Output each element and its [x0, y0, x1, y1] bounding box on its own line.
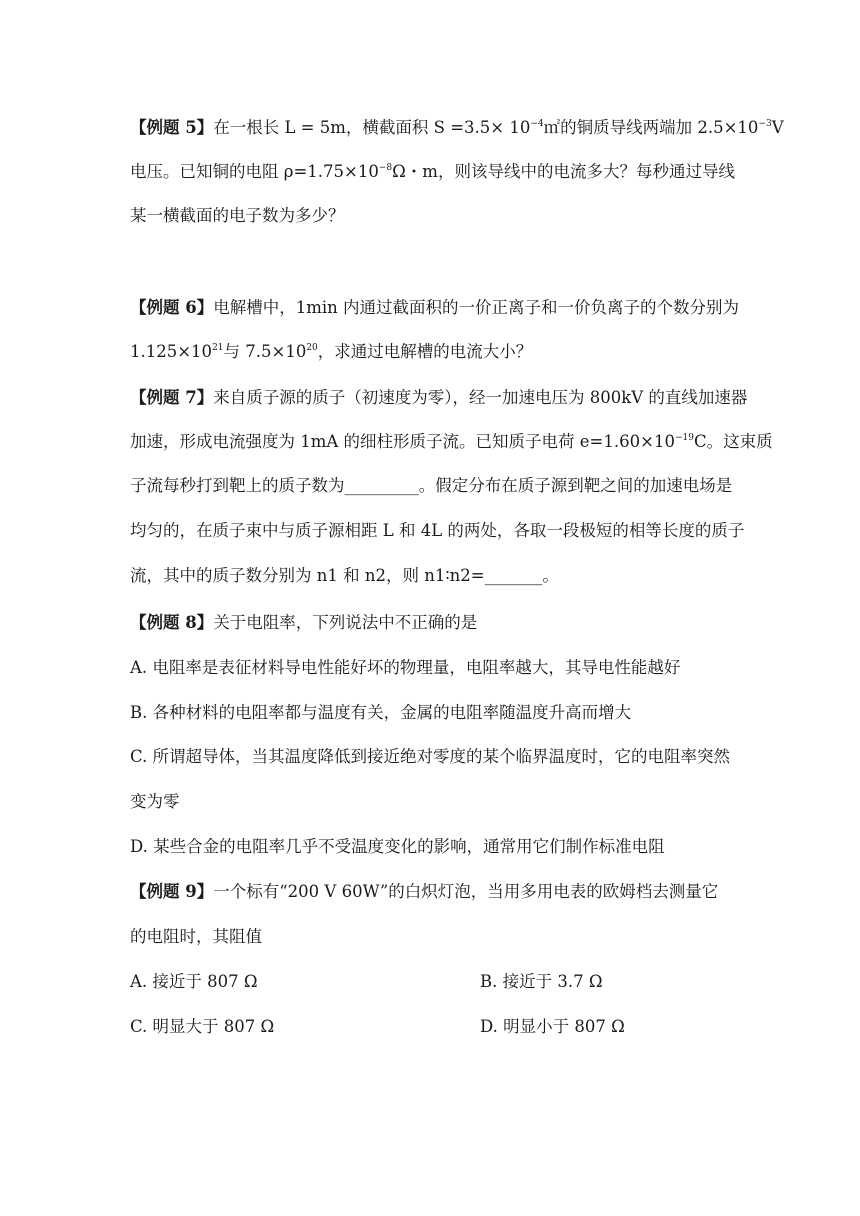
q9-text-1: 一个标有“200 V 60W”的白炽灯泡，当用多用电表的欧姆档去测量它 — [213, 882, 719, 901]
q6-exp-1: 21 — [212, 343, 224, 353]
q9-option-d: D. 明显小于 807 Ω — [480, 1017, 625, 1036]
q5-exp-2: −3 — [758, 119, 772, 129]
q9-option-a: A. 接近于 807 Ω — [130, 972, 258, 991]
q6-text-2a: 1.125×10 — [130, 342, 213, 361]
q7-line-1 — [130, 387, 747, 409]
q5-line-2 — [130, 161, 735, 183]
q5-text-1a: 在一根长 L = 5m，横截面积 S =3.5× 10 — [213, 118, 531, 137]
q6-text-2c: ，求通过电解槽的电流大小？ — [317, 342, 533, 361]
q9-line-2: 的电阻时，其阻值 — [130, 927, 262, 946]
q6-line-1 — [130, 297, 739, 319]
q7-text-2a: 加速，形成电流强度为 1mA 的细柱形质子流。已知质子电荷 e=1.60×10 — [130, 432, 675, 451]
q7-line-5: 流，其中的质子数分别为 n1 和 n2，则 n1∶n2=_______。 — [130, 566, 559, 585]
q5-text-2b: Ω・m，则该导线中的电流多大？每秒通过导线 — [392, 162, 735, 181]
q9-option-b: B. 接近于 3.7 Ω — [480, 972, 603, 991]
q7-line-3: 子流每秒打到靶上的质子数为_________。假定分布在质子源到靶之间的加速电场是 — [130, 476, 733, 495]
q6-line-2 — [130, 341, 532, 363]
q7-line-2 — [130, 431, 773, 453]
q7-line-4: 均匀的，在质子束中与质子源相距 L 和 4L 的两处，各取一段极短的相等长度的质子 — [130, 521, 745, 540]
q6-text-2b: 与 7.5×10 — [223, 342, 307, 361]
q7-text-1: 来自质子源的质子（初速度为零），经一加速电压为 800kV 的直线加速器 — [213, 388, 748, 407]
q6-exp-2: 20 — [306, 343, 318, 353]
q6-text-1: 电解槽中，1min 内通过截面积的一价正离子和一价负离子的个数分别为 — [213, 298, 740, 317]
q8-option-d: D. 某些合金的电阻率几乎不受温度变化的影响，通常用它们制作标准电阻 — [130, 837, 665, 856]
q5-text-1b: ㎡的铜质导线两端加 2.5×10 — [543, 118, 759, 137]
q8-option-a: A. 电阻率是表征材料导电性能好坏的物理量，电阻率越大，其导电性能越好 — [130, 658, 681, 677]
q5-text-1c: V — [771, 118, 784, 137]
q5-tag: 【例题 5】 — [130, 118, 214, 137]
q8-option-c-line-1: C. 所谓超导体，当其温度降低到接近绝对零度的某个临界温度时，它的电阻率突然 — [130, 747, 731, 766]
q7-exp-1: −19 — [674, 433, 694, 443]
q5-exp-1: −4 — [530, 119, 544, 129]
q8-option-c-line-2: 变为零 — [130, 792, 180, 811]
q9-line-1 — [130, 881, 718, 903]
q8-tag: 【例题 8】 — [130, 613, 214, 632]
q5-line-3: 某一横截面的电子数为多少？ — [130, 206, 345, 225]
q9-tag: 【例题 9】 — [130, 882, 214, 901]
q7-tag: 【例题 7】 — [130, 388, 214, 407]
q5-text-2a: 电压。已知铜的电阻 ρ=1.75×10 — [130, 162, 379, 181]
q8-stem: 关于电阻率，下列说法中不正确的是 — [213, 613, 478, 632]
q8-line-stem — [130, 612, 477, 634]
q5-line-1 — [130, 117, 784, 139]
q5-exp-3: −8 — [378, 163, 393, 173]
q9-option-c: C. 明显大于 807 Ω — [130, 1017, 275, 1036]
q6-tag: 【例题 6】 — [130, 298, 214, 317]
q8-option-b: B. 各种材料的电阻率都与温度有关，金属的电阻率随温度升高而增大 — [130, 703, 632, 722]
q7-text-2b: C。这束质 — [693, 432, 773, 451]
